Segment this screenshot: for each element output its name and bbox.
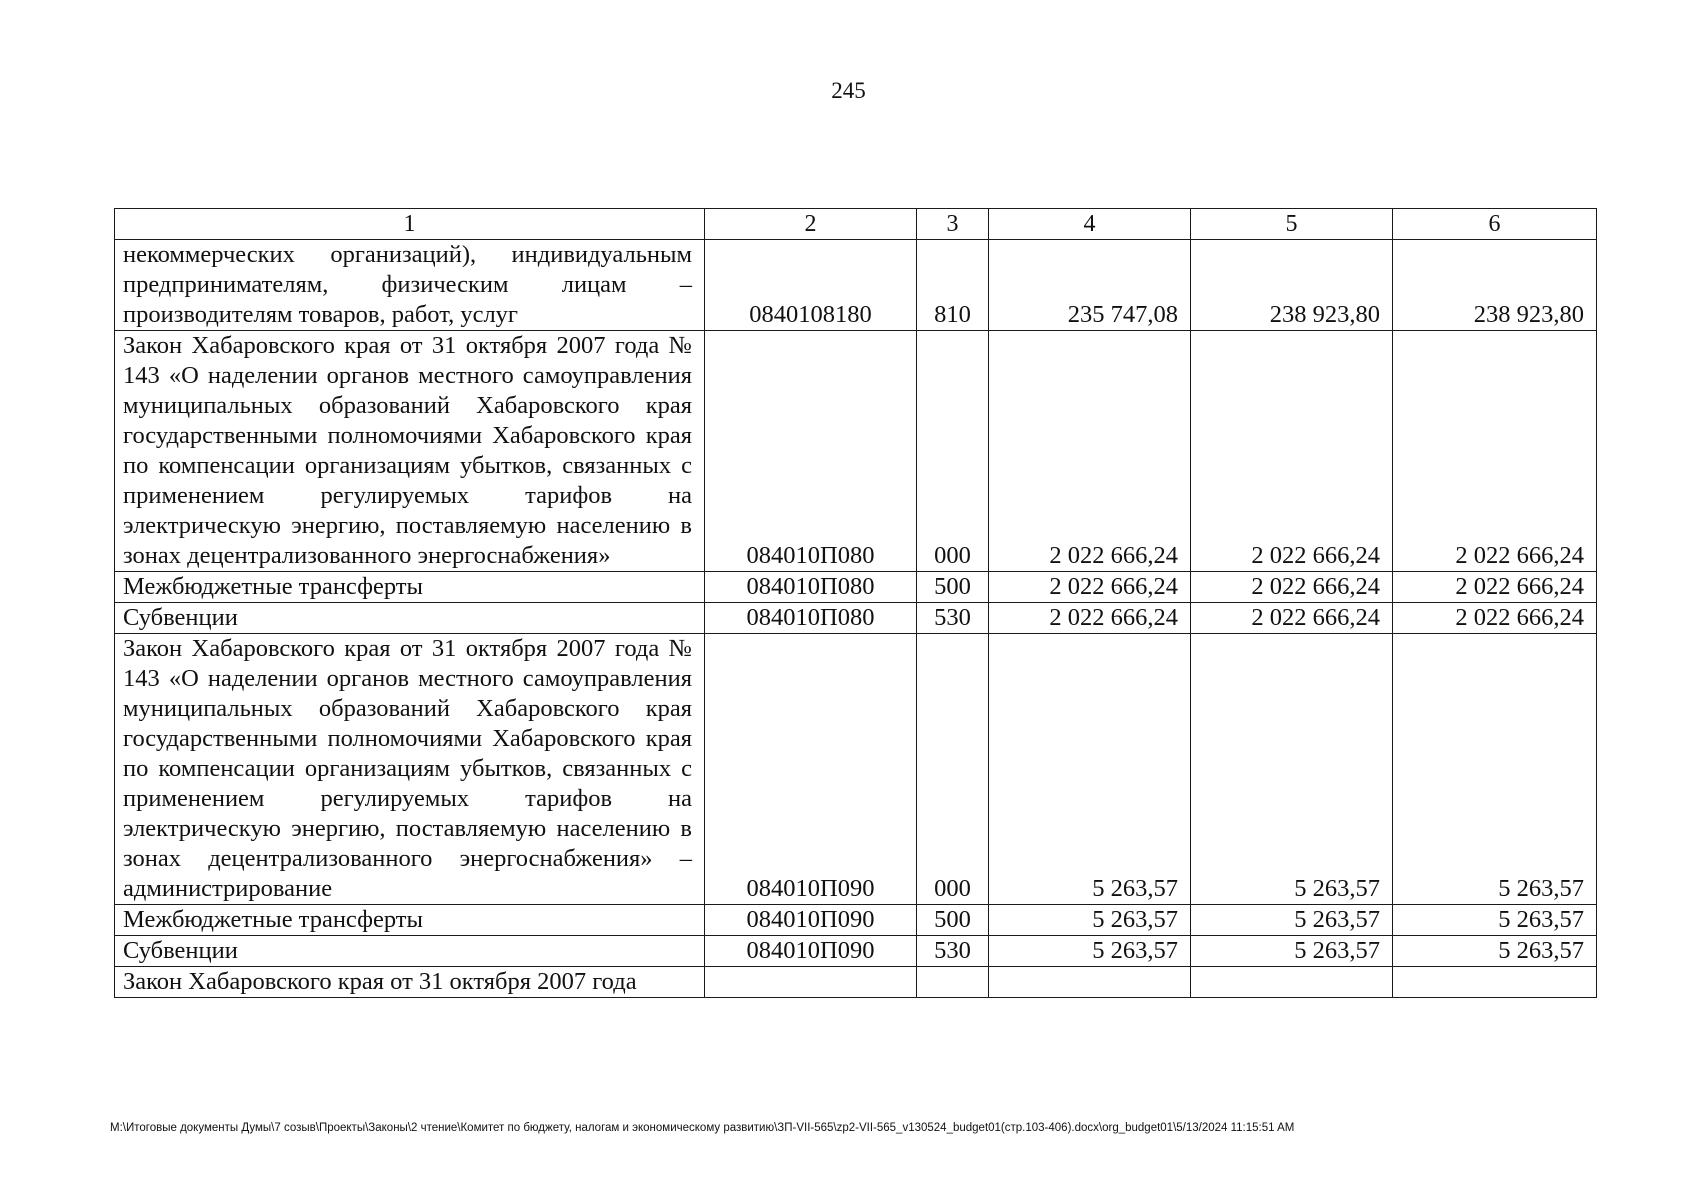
expense-type-code: 000	[917, 331, 989, 572]
row-name: Субвенции	[115, 603, 705, 634]
amount-col-5: 2 022 666,24	[1191, 331, 1393, 572]
table-row	[115, 634, 1597, 905]
target-article-code: 084010П090	[705, 634, 917, 905]
amount-col-5	[1191, 967, 1393, 998]
target-article-code: 084010П080	[705, 331, 917, 572]
amount-col-4: 5 263,57	[989, 936, 1191, 967]
row-name: Межбюджетные трансферты	[115, 572, 705, 603]
expense-type-code: 810	[917, 240, 989, 331]
amount-col-4: 5 263,57	[989, 634, 1191, 905]
header-col-1: 1	[115, 209, 705, 240]
target-article-code: 084010П090	[705, 936, 917, 967]
target-article-code: 084010П090	[705, 905, 917, 936]
table-row	[115, 240, 1597, 331]
target-article-code: 0840108180	[705, 240, 917, 331]
table-row	[115, 603, 1597, 634]
budget-table	[114, 208, 1597, 998]
row-name: Закон Хабаровского края от 31 октября 2007 года № 143 «О наделении органов местного самоуправления муниципальных образований Хабаровского края государственными полномочиями Хабаровского края по компенсации организациям убытков, связанных с применением регулируемых тарифов на электрическую энергию, поставляемую населению в зонах децентрализованного энергоснабжения»	[115, 331, 705, 572]
amount-col-5: 5 263,57	[1191, 936, 1393, 967]
expense-type-code: 530	[917, 603, 989, 634]
amount-col-5: 5 263,57	[1191, 634, 1393, 905]
amount-col-5: 5 263,57	[1191, 905, 1393, 936]
amount-col-6: 5 263,57	[1393, 905, 1597, 936]
expense-type-code	[917, 967, 989, 998]
expense-type-code: 500	[917, 572, 989, 603]
document-file-path-footer: M:\Итоговые документы Думы\7 созыв\Проекты\Законы\2 чтение\Комитет по бюджету, налогам и экономическому развитию\ЗП-VII-565\zp2-VII-565_v130524_budget01(стр.103-406).docx\org_budget01\5/13/2024 11:15:51 AM	[110, 1122, 1295, 1134]
amount-col-4: 2 022 666,24	[989, 331, 1191, 572]
expense-type-code: 530	[917, 936, 989, 967]
target-article-code: 084010П080	[705, 572, 917, 603]
amount-col-6: 2 022 666,24	[1393, 572, 1597, 603]
amount-col-5: 238 923,80	[1191, 240, 1393, 331]
amount-col-5: 2 022 666,24	[1191, 572, 1393, 603]
amount-col-4: 2 022 666,24	[989, 603, 1191, 634]
amount-col-6: 5 263,57	[1393, 634, 1597, 905]
row-name: Субвенции	[115, 936, 705, 967]
row-name: некоммерческих организаций), индивидуальным предпринимателям, физическим лицам – производителям товаров, работ, услуг	[115, 240, 705, 331]
table-row	[115, 967, 1597, 998]
amount-col-4	[989, 967, 1191, 998]
row-name: Закон Хабаровского края от 31 октября 2007 года	[115, 967, 705, 998]
amount-col-4: 2 022 666,24	[989, 572, 1191, 603]
expense-type-code: 500	[917, 905, 989, 936]
table-row	[115, 331, 1597, 572]
page-number: 245	[831, 78, 866, 103]
target-article-code: 084010П080	[705, 603, 917, 634]
row-name: Закон Хабаровского края от 31 октября 2007 года № 143 «О наделении органов местного самоуправления муниципальных образований Хабаровского края государственными полномочиями Хабаровского края по компенсации организациям убытков, связанных с применением регулируемых тарифов на электрическую энергию, поставляемую населению в зонах децентрализованного энергоснабжения» – администрирование	[115, 634, 705, 905]
table-row	[115, 936, 1597, 967]
amount-col-4: 5 263,57	[989, 905, 1191, 936]
header-col-2: 2	[705, 209, 917, 240]
amount-col-6	[1393, 967, 1597, 998]
amount-col-6: 2 022 666,24	[1393, 603, 1597, 634]
header-col-5: 5	[1191, 209, 1393, 240]
header-col-3: 3	[917, 209, 989, 240]
amount-col-6: 238 923,80	[1393, 240, 1597, 331]
amount-col-5: 2 022 666,24	[1191, 603, 1393, 634]
table-row	[115, 905, 1597, 936]
header-col-6: 6	[1393, 209, 1597, 240]
amount-col-6: 5 263,57	[1393, 936, 1597, 967]
header-col-4: 4	[989, 209, 1191, 240]
table-row	[115, 572, 1597, 603]
amount-col-6: 2 022 666,24	[1393, 331, 1597, 572]
table-header-row	[115, 209, 1597, 240]
expense-type-code: 000	[917, 634, 989, 905]
row-name: Межбюджетные трансферты	[115, 905, 705, 936]
amount-col-4: 235 747,08	[989, 240, 1191, 331]
target-article-code	[705, 967, 917, 998]
